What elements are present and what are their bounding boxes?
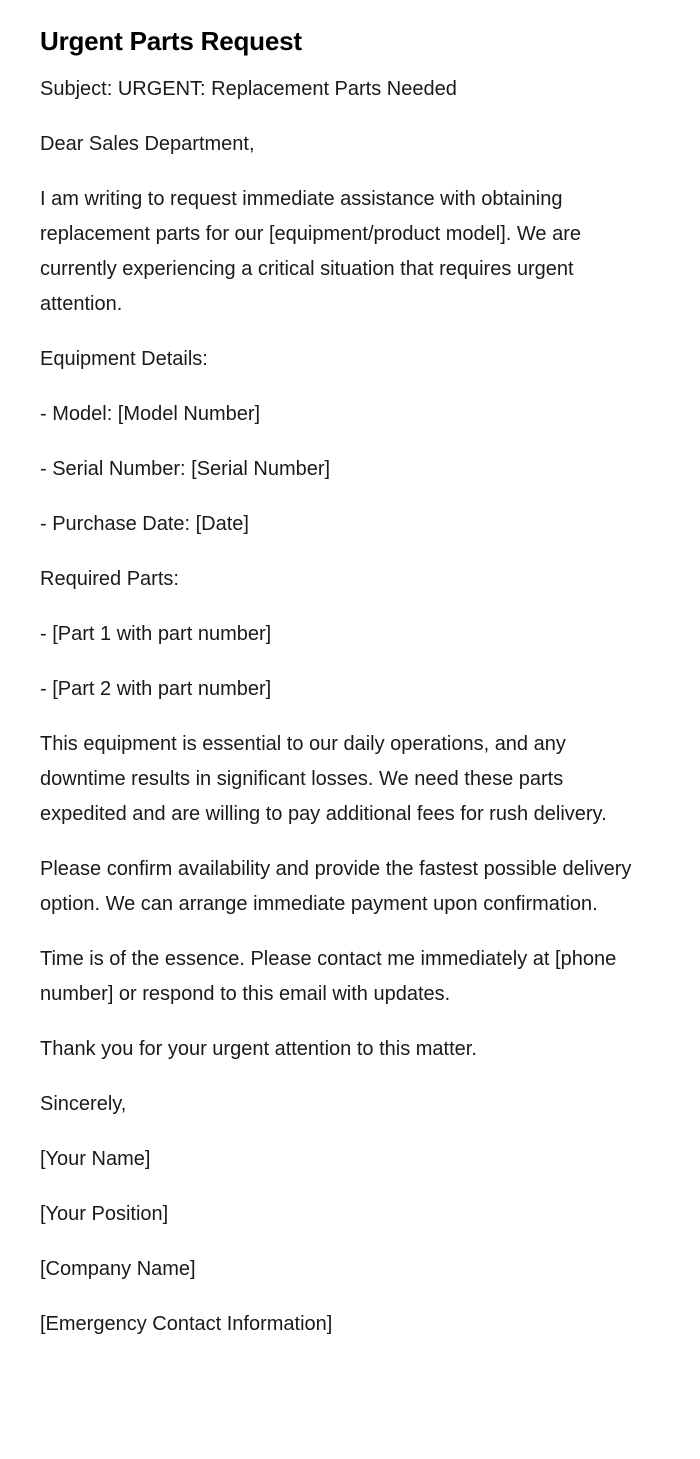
page-title: Urgent Parts Request [40, 26, 302, 56]
thank-you-paragraph: Thank you for your urgent attention to this matter. [40, 1038, 477, 1060]
signature-emergency-contact: [Emergency Contact Information] [40, 1313, 333, 1335]
equipment-item-serial: - Serial Number: [Serial Number] [40, 458, 331, 480]
parts-item-1: - [Part 1 with part number] [40, 623, 272, 645]
closing: Sincerely, [40, 1093, 127, 1115]
equipment-details-heading: Equipment Details: [40, 348, 208, 370]
required-parts-heading: Required Parts: [40, 568, 179, 590]
signature-name: [Your Name] [40, 1148, 151, 1170]
confirmation-paragraph: Please confirm availability and provide the fastest possible delivery option. We can arrange immediate payment upon confirmation. [40, 858, 632, 915]
operations-paragraph: This equipment is essential to our daily operations, and any downtime results in significant losses. We need these parts expedited and are willing to pay additional fees for rush delivery. [40, 733, 607, 825]
subject-line: Subject: URGENT: Replacement Parts Needed [40, 78, 457, 100]
equipment-item-purchase-date: - Purchase Date: [Date] [40, 513, 249, 535]
signature-company: [Company Name] [40, 1258, 196, 1280]
parts-item-2: - [Part 2 with part number] [40, 678, 272, 700]
intro-paragraph: I am writing to request immediate assistance with obtaining replacement parts for our [equipment/product model]. We are currently experiencing a critical situation that requires urgent attention. [40, 188, 582, 315]
signature-position: [Your Position] [40, 1203, 169, 1225]
salutation: Dear Sales Department, [40, 133, 255, 155]
equipment-item-model: - Model: [Model Number] [40, 403, 261, 425]
contact-paragraph: Time is of the essence. Please contact me immediately at [phone number] or respond to this email with updates. [40, 948, 617, 1005]
